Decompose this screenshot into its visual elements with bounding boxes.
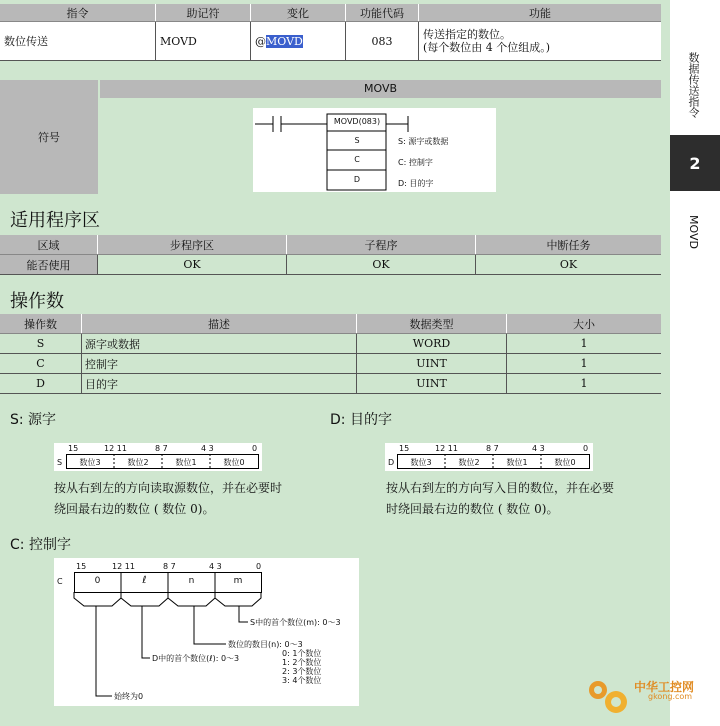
- col-instruction: 指令: [0, 4, 156, 22]
- cell-function: 传送指定的数位。 (每个数位由 4 个位组成。): [419, 22, 662, 61]
- col-code: 功能代码: [346, 4, 419, 22]
- operands-heading: 操作数: [10, 291, 64, 312]
- function-block-title: MOVD(083): [333, 117, 381, 126]
- cell-mnemonic: MOVD: [156, 22, 251, 61]
- operand-s-desc: S: 源字或数据: [398, 137, 449, 146]
- c-word-diagram: 15 12 11 8 7 4 3 0 C 0 ℓ n m S中的首个数位(m): 0～3 数位的数目(n): 0～3 0: 1个数位 1: 2个数位 2: 3个数位 3: 4个数位 D中的首个数位(ℓ): 0～3 始终为0: [54, 558, 359, 706]
- cell-variation: @MOVD: [251, 22, 346, 61]
- operand-d: D: [353, 175, 361, 184]
- program-area-table: 区域 步程序区 子程序 中断任务 能否使用 OK OK OK: [0, 235, 661, 275]
- d-word-description: 按从右到左的方向写入目的数位，并在必要 时绕回最右边的数位 ( 数位 0)。: [386, 481, 615, 516]
- gear-logo: [584, 672, 632, 720]
- highlighted-text: MOVD: [266, 34, 303, 48]
- d-word-diagram: 15 12 11 8 7 4 3 0 D 数位3 数位2 数位1 数位0: [385, 443, 593, 471]
- watermark-title: 中华工控网: [634, 680, 695, 694]
- operand-d-desc: D: 目的字: [398, 179, 434, 188]
- d-word-heading: D: 目的字: [330, 412, 392, 428]
- table-row: S 源字或数据 WORD 1: [0, 334, 661, 354]
- symbol-title: MOVB: [100, 80, 661, 98]
- operands-table: 操作数 描述 数据类型 大小 S 源字或数据 WORD 1 C 控制字 UINT 1 D 目的字 UINT 1: [0, 314, 661, 394]
- instruction-table: [0, 4, 661, 61]
- sidebar-instruction-label: MOVD: [687, 215, 700, 249]
- table-row: D 目的字 UINT 1: [0, 374, 661, 394]
- cell-instruction: 数位传送: [0, 22, 156, 61]
- watermark-url: gkong.com: [648, 692, 693, 701]
- operand-s: S: [354, 136, 360, 145]
- s-word-heading: S: 源字: [10, 412, 57, 428]
- s-word-description: 按从右到左的方向读取源数位，并在必要时 绕回最右边的数位 ( 数位 0)。: [54, 481, 283, 516]
- operand-c: C: [354, 155, 360, 164]
- chapter-number: 2: [670, 135, 720, 191]
- symbol-label: 符号: [0, 80, 98, 194]
- col-function: 功能: [419, 4, 662, 22]
- sidebar-section-label: 数据传送指令: [687, 52, 700, 118]
- col-mnemonic: 助记符: [156, 4, 251, 22]
- area-heading: 适用程序区: [10, 210, 100, 231]
- cell-code: 083: [346, 22, 419, 61]
- table-row: C 控制字 UINT 1: [0, 354, 661, 374]
- col-variation: 变化: [251, 4, 346, 22]
- ladder-symbol: [253, 108, 496, 192]
- operand-c-desc: C: 控制字: [398, 158, 433, 167]
- c-word-heading: C: 控制字: [10, 537, 71, 553]
- s-word-diagram: 15 12 11 8 7 4 3 0 S 数位3 数位2 数位1 数位0: [54, 443, 262, 471]
